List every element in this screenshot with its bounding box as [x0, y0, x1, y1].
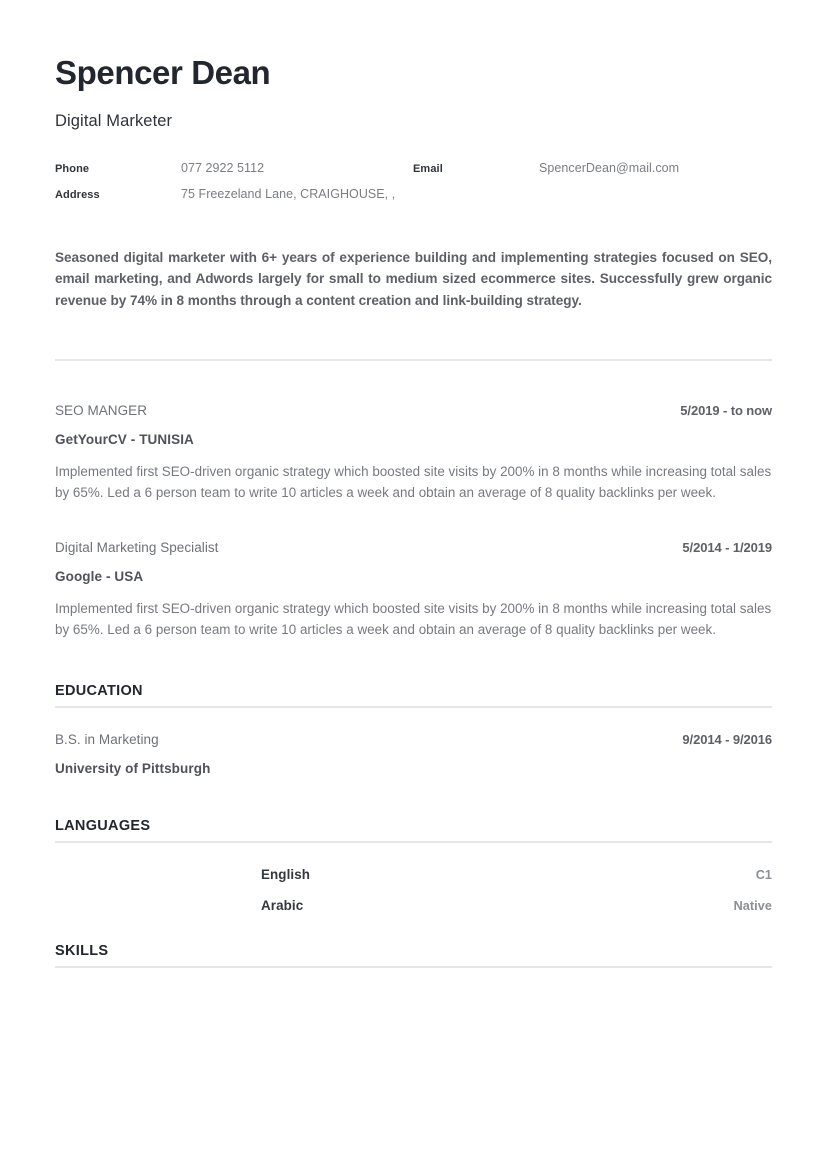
resume-content — [55, 0, 772, 968]
education-heading: EDUCATION — [55, 682, 143, 699]
experience-entry — [55, 403, 772, 504]
contact-phone — [55, 161, 413, 175]
experience-role: Digital Marketing Specialist — [55, 540, 219, 556]
spacer — [55, 776, 772, 818]
experience-organization: GetYourCV - TUNISIA — [55, 432, 194, 448]
experience-date: 5/2014 - 1/2019 — [682, 540, 772, 556]
spacer — [55, 504, 772, 540]
language-item — [55, 843, 772, 882]
language-item — [55, 882, 772, 913]
contact-address — [55, 187, 413, 201]
education-degree: B.S. in Marketing — [55, 731, 159, 747]
language-level: Native — [733, 898, 772, 913]
address-value: 75 Freezeland Lane, CRAIGHOUSE, , — [181, 186, 396, 201]
email-value: SpencerDean@mail.com — [539, 160, 680, 175]
contact-email — [413, 161, 771, 175]
experience-role: SEO MANGER — [55, 403, 148, 419]
contact-details — [55, 131, 772, 213]
contact-row — [55, 161, 772, 187]
skills-divider — [55, 966, 772, 968]
education-institution: University of Pittsburgh — [55, 760, 211, 776]
language-level: C1 — [755, 867, 772, 882]
candidate-name: Spencer Dean — [55, 54, 271, 91]
languages-heading: LANGUAGES — [55, 817, 151, 834]
skills-heading: SKILLS — [55, 942, 109, 959]
language-name: English — [261, 866, 311, 882]
spacer — [55, 641, 772, 683]
email-label: Email — [413, 162, 443, 175]
phone-value: 077 2922 5112 — [181, 160, 265, 175]
languages-section — [55, 818, 772, 913]
experience-entry-header — [55, 403, 772, 418]
experience-section — [55, 403, 772, 641]
education-entry — [55, 708, 772, 776]
professional-summary: Seasoned digital marketer with 6+ years of experience building and implementing strategies focused on SEO, email marketing, and Adwords largely for small to medium sized ecommerce sites. Successfully grew organic revenue by 74% in 8 months through a content creation and link-building strategy. — [55, 249, 772, 308]
education-section — [55, 683, 772, 776]
experience-description: Implemented first SEO-driven organic strategy which boosted site visits by 200% in 8 months while increasing total sales by 65%. Led a 6 person team to write 10 articles a week and obtain an average of 8 quality backlinks per week. — [55, 601, 772, 638]
spacer — [55, 361, 772, 403]
experience-entry-header — [55, 540, 772, 555]
experience-description: Implemented first SEO-driven organic strategy which boosted site visits by 200% in 8 months while increasing total sales by 65%. Led a 6 person team to write 10 articles a week and obtain an average of 8 quality backlinks per week. — [55, 464, 772, 501]
skills-section — [55, 943, 772, 968]
language-name: Arabic — [261, 897, 304, 913]
experience-organization: Google - USA — [55, 569, 144, 585]
education-date: 9/2014 - 9/2016 — [682, 731, 772, 747]
experience-entry — [55, 540, 772, 641]
education-entry-header — [55, 732, 772, 747]
candidate-job-title: Digital Marketer — [55, 111, 173, 130]
spacer — [55, 913, 772, 943]
contact-row — [55, 187, 772, 213]
address-label: Address — [55, 188, 100, 201]
experience-date: 5/2019 - to now — [680, 403, 772, 419]
phone-label: Phone — [55, 162, 90, 175]
